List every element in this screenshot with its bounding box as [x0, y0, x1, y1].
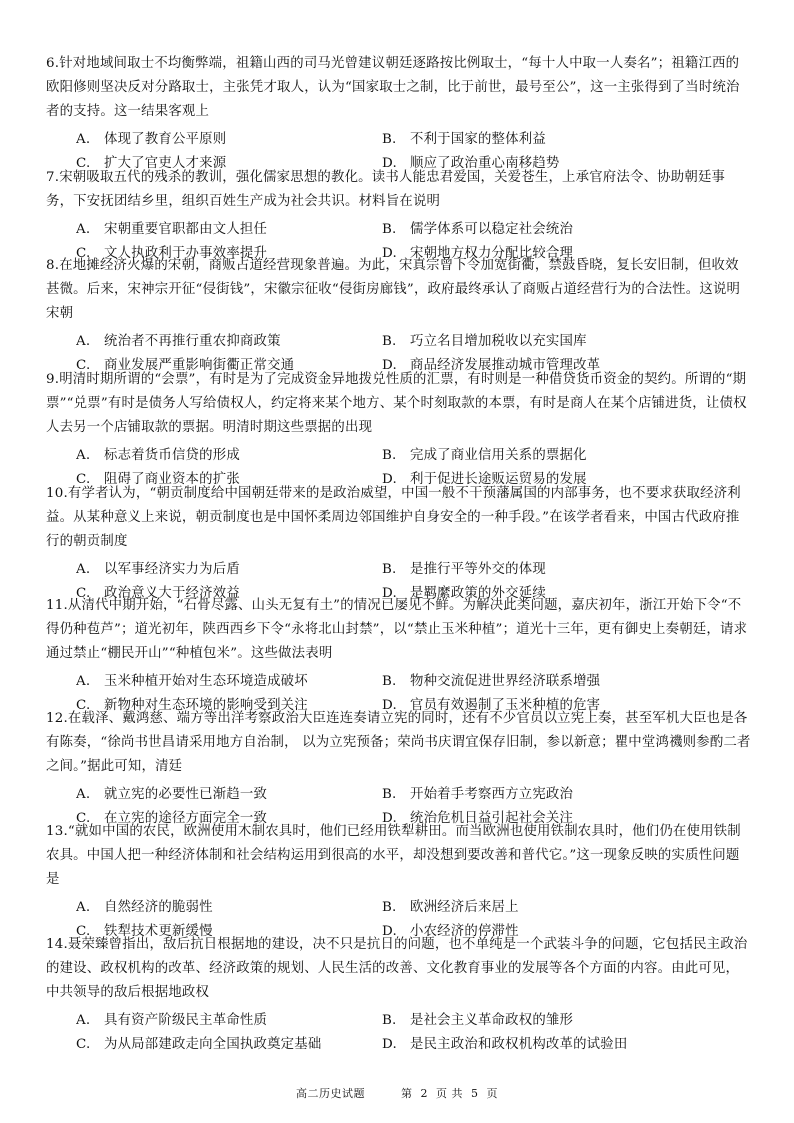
- option-d: D. 宋朝地方权力分配比较合理: [382, 246, 574, 261]
- question-text: 在载泽、戴鸿慈、端方等出洋考察政治大臣连连奏请立宪的同时，还有不少官员以立宪上奏，甚至军机大臣也是各有陈奏，“徐尚书世昌请采用地方自治制， 以为立宪预备；荣尚书庆谓宜保存旧制，参以新意；瞿中堂鸿禨则参酌二者之间。”据此可知，清廷: [46, 711, 751, 774]
- options: [76, 1009, 752, 1057]
- question-number: 13.: [46, 824, 68, 839]
- question-stem: [46, 254, 752, 326]
- option-b: B. 是社会主义革命政权的雏形: [382, 1013, 574, 1028]
- option-a: A. 宋朝重要官职都由文人担任: [76, 222, 268, 237]
- question-9: [46, 368, 752, 492]
- question-number: 8.: [46, 258, 60, 273]
- option-d: D. 统治危机日益引起社会关注: [382, 811, 574, 826]
- option-d: D. 商品经济发展推动城市管理改革: [382, 358, 601, 373]
- option-b: B. 巧立名目增加税收以充实国库: [382, 334, 587, 349]
- option-a: A. 以军事经济实力为后盾: [76, 562, 240, 577]
- option-a: A. 统治者不再推行重农抑商政策: [76, 334, 281, 349]
- page-number: 2: [420, 1087, 428, 1100]
- question-text: 有学者认为，“朝贡制度给中国朝廷带来的是政治威望，中国一般不干预藩属国的内部事务，也不要求获取经济利益。从某种意义上来说，朝贡制度也是中国怀柔周边邻国维护自身安全的一种手段。”在该学者看来，中国古代政府推行的朝贡制度: [46, 486, 741, 549]
- option-c: C. 为从局部建政走向全国执政奠定基础: [76, 1037, 322, 1052]
- option-d: D. 是民主政治和政权机构改革的试验田: [382, 1037, 628, 1052]
- page-mid: 页 共: [436, 1087, 463, 1100]
- option-c: C. 商业发展严重影响街衢正常交通: [76, 358, 295, 373]
- option-c: C. 阻碍了商业资本的扩张: [76, 472, 240, 487]
- question-number: 7.: [46, 170, 60, 185]
- question-10: [46, 482, 752, 606]
- option-c: C. 扩大了官吏人才来源: [76, 156, 227, 171]
- option-b: B. 欧洲经济后来居上: [382, 900, 519, 915]
- page-suffix: 页: [486, 1087, 498, 1100]
- page-footer: [0, 1085, 794, 1101]
- question-stem: [46, 368, 752, 440]
- option-b: B. 不利于国家的整体利益: [382, 132, 546, 147]
- question-stem: [46, 482, 752, 554]
- question-text: “就如中国的农民，欧洲使用木制农具时，他们已经用铁犁耕田。而当欧洲也使用铁制农具时，他们仍在使用铁制农具。中国人把一种经济体制和社会结构运用到很高的水平，却没想到要改善和普代它。”这一现象反映的实质性问题是: [46, 824, 741, 887]
- question-stem: [46, 707, 752, 779]
- option-b: B. 开始着手考察西方立宪政治: [382, 787, 574, 802]
- question-text: 明清时期所谓的“会票”，有时是为了完成资金异地拨兑性质的汇票，有时则是一种借贷货币资金的契约。所谓的“期票”“兑票”有时是债务人写给债权人，约定将来某个地方、某个时刻取款的本票，有时是商人在某个店铺进货，让债权人去另一个店铺取款的票据。明清时期这些票据的出现: [46, 372, 747, 435]
- option-c: C. 文人执政利于办事效率提升: [76, 246, 268, 261]
- question-11: [46, 594, 752, 718]
- option-a: A. 玉米种植开始对生态环境造成破坏: [76, 674, 308, 689]
- exam-title: 高二历史试题: [296, 1087, 365, 1100]
- page-total: 5: [471, 1087, 479, 1100]
- option-c: C. 新物种对生态环境的影响受到关注: [76, 698, 308, 713]
- option-d: D. 顺应了政治重心南移趋势: [382, 156, 560, 171]
- option-d: D. 官员有效遏制了玉米种植的危害: [382, 698, 601, 713]
- question-number: 6.: [46, 56, 60, 71]
- question-stem: [46, 933, 752, 1005]
- option-d: D. 是羁縻政策的外交延续: [382, 586, 546, 601]
- question-7: [46, 166, 752, 266]
- option-a: A. 体现了教育公平原则: [76, 132, 227, 147]
- question-number: 14.: [46, 937, 68, 952]
- question-number: 12.: [46, 711, 68, 726]
- question-text: 宋朝吸取五代的残杀的教训，强化儒家思想的教化。读书人能忠君爱国，关爱苍生，上承官府法令、协助朝廷事务，下安抚团结乡里，组织百姓生产成为社会共识。材料旨在说明: [46, 170, 726, 209]
- question-13: [46, 820, 752, 944]
- option-c: C. 政治意义大于经济效益: [76, 586, 240, 601]
- question-6: [46, 52, 752, 176]
- option-a: A. 标志着货币信贷的形成: [76, 448, 240, 463]
- question-stem: [46, 820, 752, 892]
- question-8: [46, 254, 752, 378]
- option-d: D. 小农经济的停滞性: [382, 924, 519, 939]
- option-d: D. 利于促进长途贩运贸易的发展: [382, 472, 587, 487]
- question-text: 聂荣臻曾指出，敌后抗日根据地的建设，决不只是抗日的问题，也不单纯是一个武装斗争的问题，它包括民主政治的建设、政权机构的改革、经济政策的规划、人民生活的改善、文化教育事业的发展等各个方面的内容。由此可见，中共领导的敌后根据地政权: [46, 937, 748, 1000]
- question-14: [46, 933, 752, 1057]
- question-number: 9.: [46, 372, 60, 387]
- question-number: 11.: [46, 598, 68, 613]
- option-a: A. 自然经济的脆弱性: [76, 900, 213, 915]
- question-stem: [46, 594, 752, 666]
- question-text: 从清代中期开始，“石骨尽露、山头无复有土”的情况已屡见不鲜。为解决此类问题，嘉庆初年，浙江开始下令“不得仍种苞芦”；道光初年，陕西西乡下令“永将北山封禁”，以“禁止玉米种植”；道光十三年，更有御史上奏朝廷，请求通过禁止“棚民开山”“种植包米”。这些做法表明: [46, 598, 748, 661]
- option-a: A. 就立宪的必要性已渐趋一致: [76, 787, 268, 802]
- question-number: 10.: [46, 486, 68, 501]
- option-b: B. 是推行平等外交的体现: [382, 562, 546, 577]
- option-b: B. 儒学体系可以稳定社会统治: [382, 222, 574, 237]
- option-c: C. 在立宪的途径方面完全一致: [76, 811, 268, 826]
- option-a: A. 具有资产阶级民主革命性质: [76, 1013, 268, 1028]
- page-prefix: 第: [401, 1087, 413, 1100]
- option-b: B. 完成了商业信用关系的票据化: [382, 448, 587, 463]
- option-c: C. 铁犁技术更新缓慢: [76, 924, 213, 939]
- option-b: B. 物种交流促进世界经济联系增强: [382, 674, 601, 689]
- question-stem: [46, 52, 752, 124]
- question-stem: [46, 166, 752, 214]
- question-text: 在地摊经济火爆的宋朝，商贩占道经营现象普遍。为此，宋真宗曾下令加宽街衢，禁鼓昏晓，复长安旧制，但收效甚微。后来，宋神宗开征“侵街钱”，宋徽宗征收“侵街房廊钱”，政府最终承认了商贩占道经营行为的合法性。这说明宋朝: [46, 258, 741, 321]
- question-12: [46, 707, 752, 831]
- question-text: 针对地域间取士不均衡弊端，祖籍山西的司马光曾建议朝廷逐路按比例取士，“每十人中取一人奏名”；祖籍江西的欧阳修则坚决反对分路取士，主张凭才取人，认为“国家取士之制，比于前世，最号至公”，这一主张得到了当时统治者的支持。这一结果客观上: [46, 56, 740, 119]
